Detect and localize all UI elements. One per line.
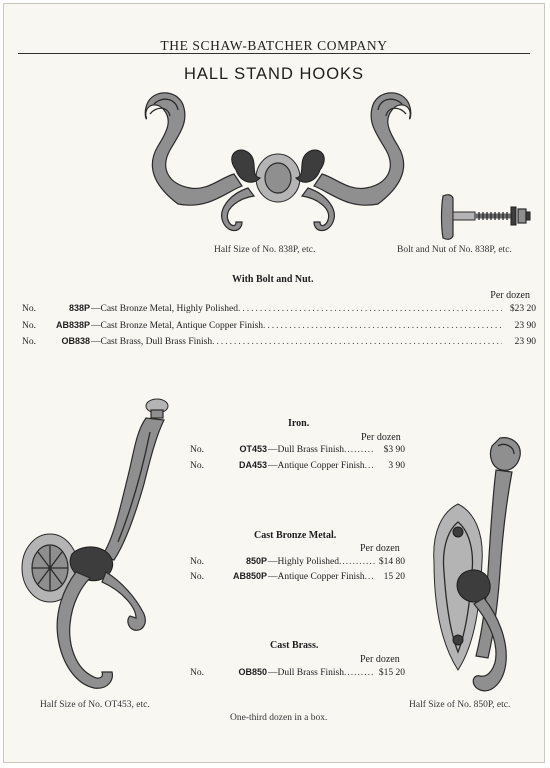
page-title: HALL STAND HOOKS — [183, 65, 365, 83]
bolt-and-nut-illustration — [435, 192, 533, 240]
left-hook-caption: Half Size of No. OT453, etc. — [40, 700, 150, 710]
right-hook-caption: Half Size of No. 850P, etc. — [409, 700, 511, 710]
price-row-OB838: No. OB838 —Cast Brass, Dull Brass Finish ..... 23 90 — [22, 336, 536, 350]
bronze-heading: Cast Bronze Metal. — [254, 530, 337, 541]
hook-850P-illustration — [418, 432, 538, 700]
brass-per-dozen: Per dozen — [360, 654, 400, 665]
price-row-850P: No. 850P —Highly Polished ..... $14 80 — [190, 556, 405, 570]
bolt-section-per-dozen: Per dozen — [490, 290, 530, 301]
catalog-page — [3, 3, 545, 763]
iron-per-dozen: Per dozen — [361, 432, 401, 443]
bolt-section-heading: With Bolt and Nut. — [232, 274, 314, 285]
double-hook-838P-illustration — [138, 84, 418, 242]
header-rule — [18, 53, 530, 54]
bronze-per-dozen: Per dozen — [360, 543, 400, 554]
top-hook-caption: Half Size of No. 838P, etc. — [214, 245, 316, 255]
price-row-DA453: No. DA453 —Antique Copper Finish ..... 3 90 — [190, 460, 405, 474]
price-row-AB838P: No. AB838P —Cast Bronze Metal, Antique Copper Finish ..... 23 90 — [22, 320, 536, 334]
price-row-OT453: No. OT453 —Dull Brass Finish ..... $3 90 — [190, 444, 405, 458]
iron-heading: Iron. — [288, 418, 310, 429]
company-name: THE SCHAW-BATCHER COMPANY — [160, 38, 388, 53]
price-row-838P: No. 838P —Cast Bronze Metal, Highly Polished ..... $23 20 — [22, 303, 536, 317]
hook-OT453-illustration — [18, 392, 178, 700]
bolt-caption: Bolt and Nut of No. 838P, etc. — [397, 245, 512, 255]
brass-heading: Cast Brass. — [270, 640, 319, 651]
price-row-OB850: No. OB850 —Dull Brass Finish ..... $15 20 — [190, 667, 405, 681]
price-row-AB850P: No. AB850P —Antique Copper Finish ..... 15 20 — [190, 571, 405, 585]
footnote: One-third dozen in a box. — [230, 713, 328, 723]
